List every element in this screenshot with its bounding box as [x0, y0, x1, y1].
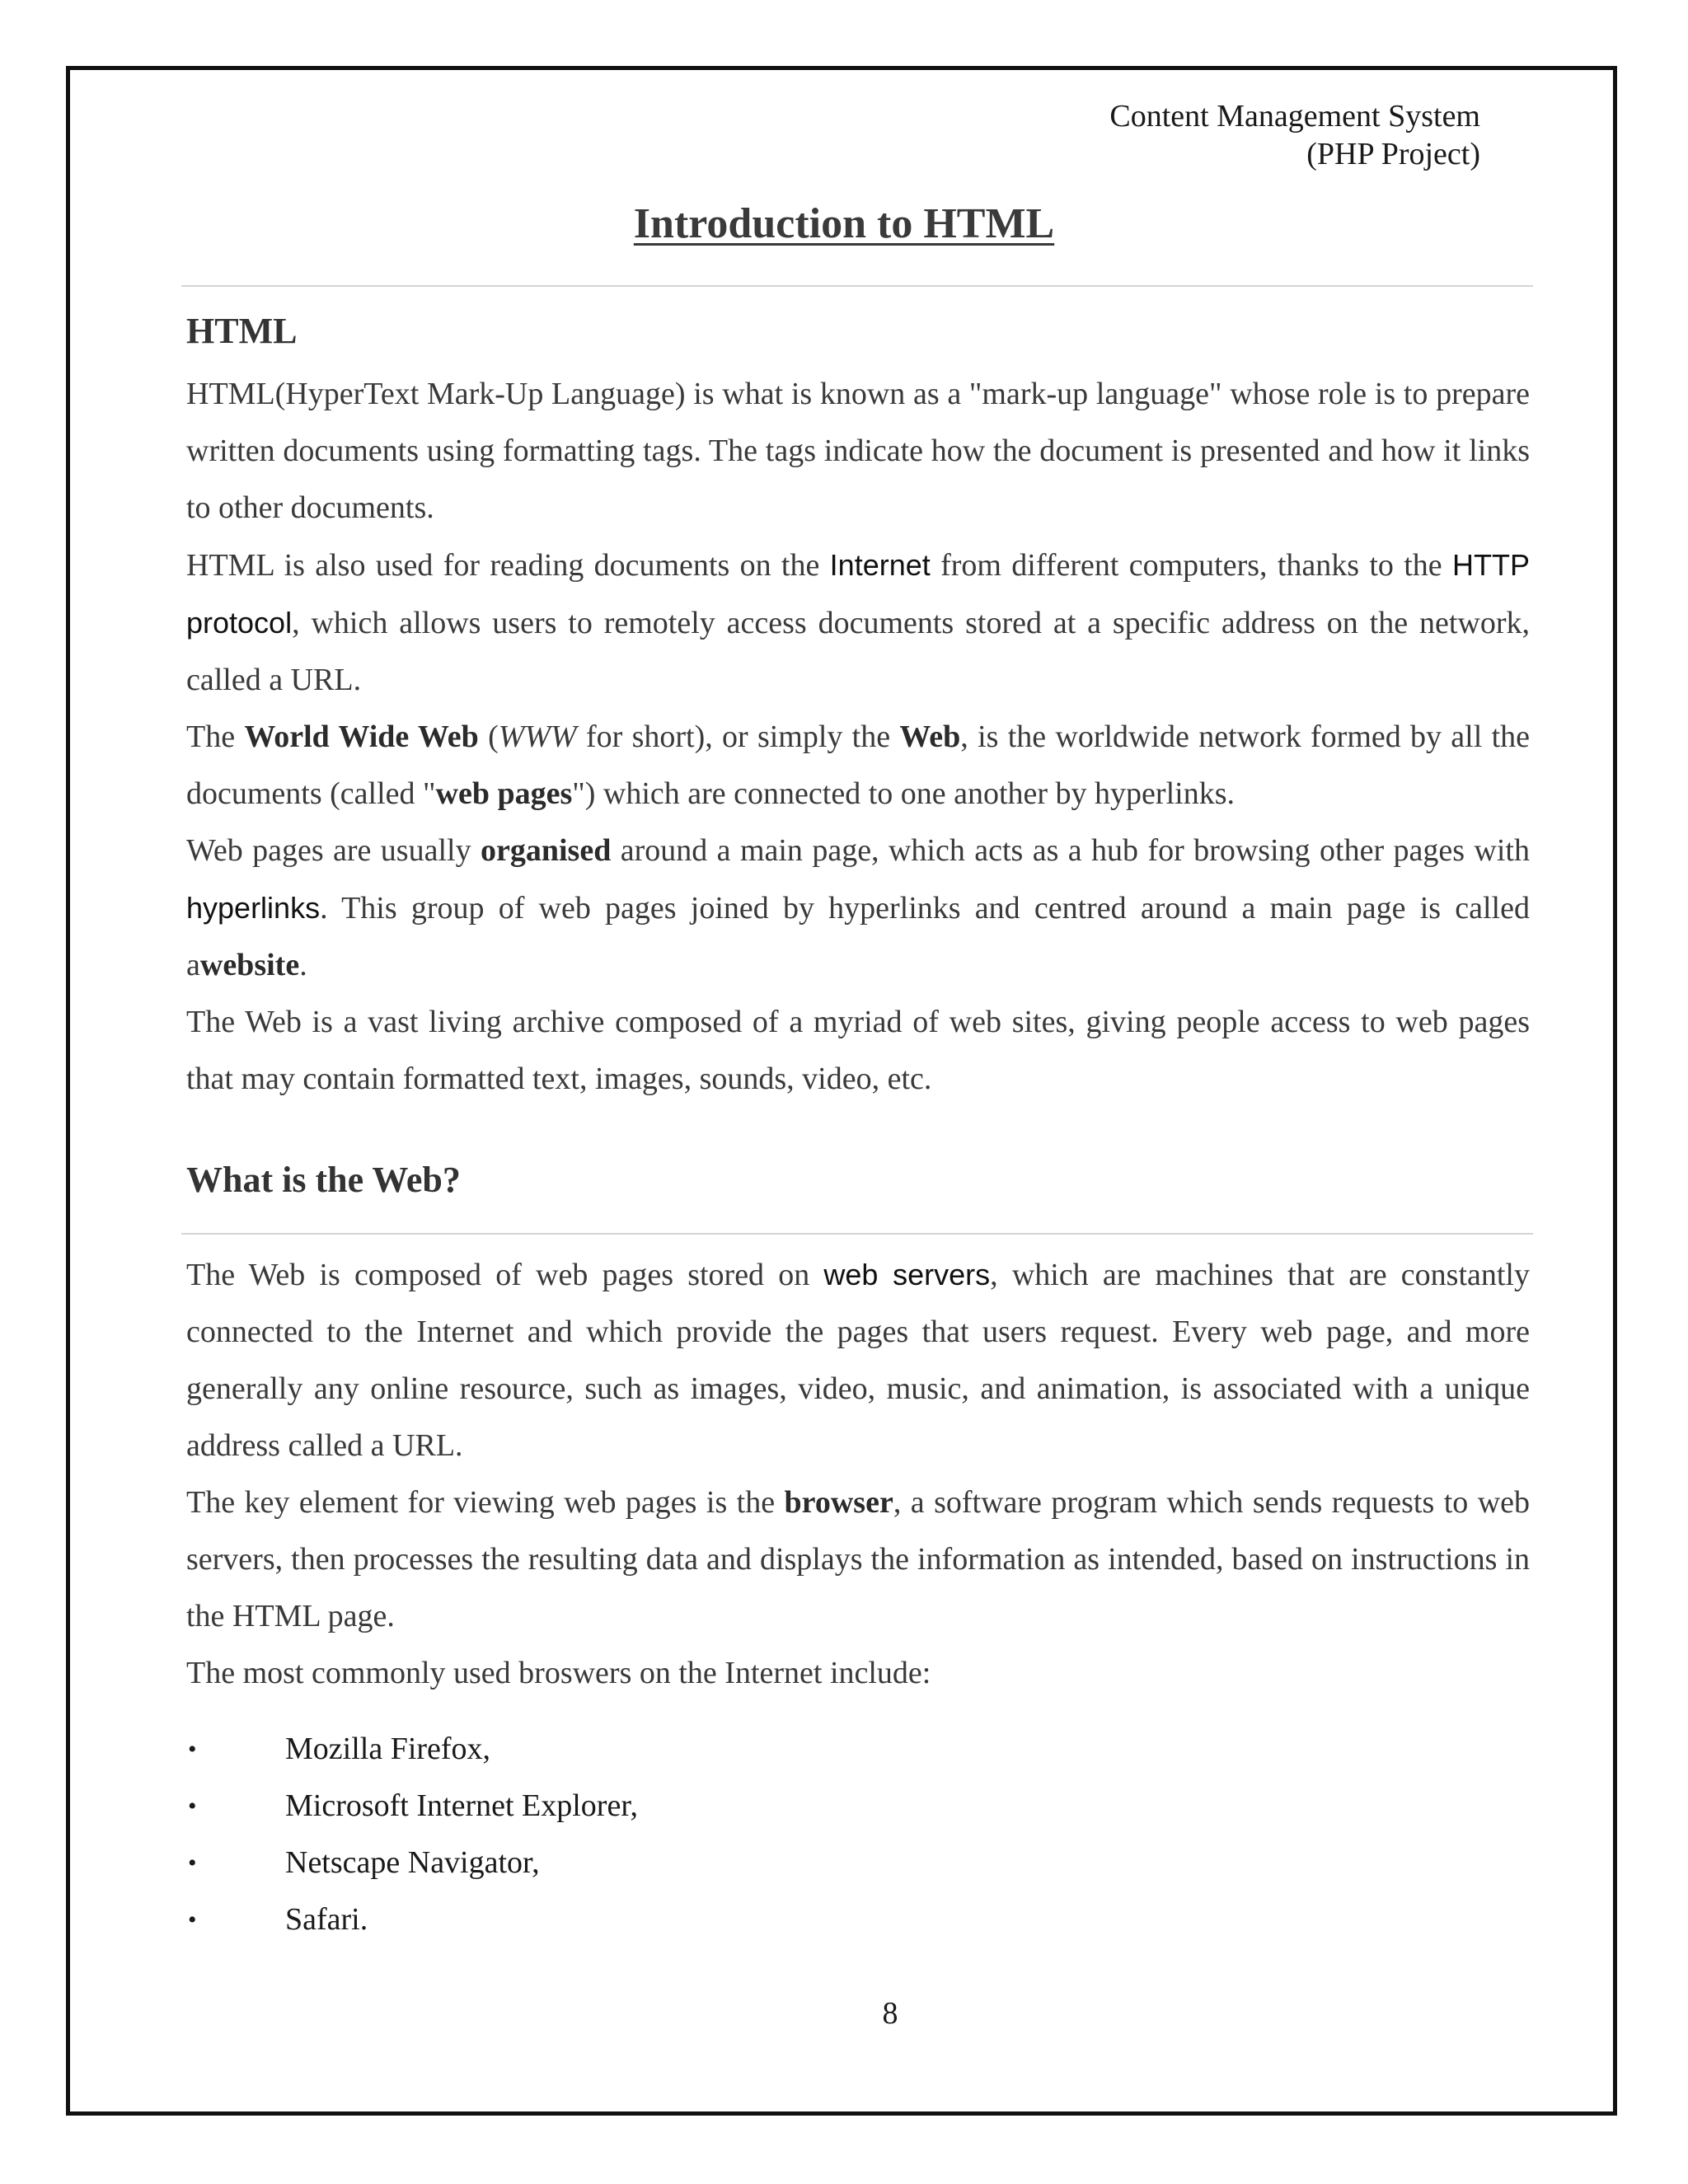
section-heading-html: HTML: [186, 311, 298, 351]
bold-term: World Wide Web: [244, 719, 479, 754]
paragraph: HTML(HyperText Mark-Up Language) is what is known as a "mark-up language" whose role is to prepare written documents using formatting tags. The tags indicate how the document is presented and how it links to other documents.: [186, 377, 1530, 525]
bold-term: browser: [784, 1485, 893, 1520]
list-item: • Microsoft Internet Explorer,: [186, 1778, 928, 1835]
bullet-icon: •: [188, 1793, 197, 1820]
bold-term: Web: [899, 719, 961, 754]
page-number: 8: [882, 1996, 898, 2031]
bold-term: organised: [480, 833, 612, 868]
paragraph: The most commonly used broswers on the Internet include:: [186, 1656, 931, 1690]
header-line-1: Content Management System: [1109, 99, 1480, 134]
divider: [181, 1233, 1533, 1235]
browser-list: [186, 1721, 928, 1948]
list-item: • Mozilla Firefox,: [186, 1721, 928, 1778]
bold-term: web pages: [435, 776, 573, 811]
italic-term: WWW: [498, 719, 577, 754]
running-header: [1109, 97, 1480, 173]
section-web-body: [186, 1246, 1530, 1702]
section-html-body: [186, 366, 1530, 1108]
list-item: • Netscape Navigator,: [186, 1835, 928, 1891]
http-protocol-term: HTTP protocol: [186, 548, 1530, 640]
bullet-icon: •: [188, 1849, 197, 1877]
web-servers-term: web servers: [823, 1258, 991, 1291]
list-item: • Safari.: [186, 1891, 928, 1948]
paragraph: The Web is composed of web pages stored on web servers, which are machines that are constantly connected to the Internet and which provide the pages that users request. Every web page, and more generally any online resource, such as images, video, music, and animation, is associated with a unique address called a URL.: [186, 1258, 1530, 1463]
divider: [181, 285, 1533, 287]
paragraph: The World Wide Web (WWW for short), or simply the Web, is the worldwide network formed by all the documents (called "web pages") which are connected to one another by hyperlinks.: [186, 719, 1530, 811]
header-line-2: (PHP Project): [1306, 137, 1480, 171]
paragraph: The key element for viewing web pages is the browser, a software program which sends requests to web servers, then processes the resulting data and displays the information as intended, based on instructions in the HTML page.: [186, 1485, 1531, 1633]
bullet-icon: •: [188, 1906, 197, 1933]
bullet-icon: •: [188, 1736, 197, 1763]
bold-term: website: [199, 948, 300, 982]
paragraph: Web pages are usually organised around a main page, which acts as a hub for browsing other pages with hyperlinks. This group of web pages joined by hyperlinks and centred around a main page is called awebsite.: [186, 833, 1530, 982]
section-heading-what-is-web: What is the Web?: [186, 1160, 461, 1200]
hyperlinks-term: hyperlinks: [186, 891, 321, 925]
internet-term: Internet: [829, 548, 931, 582]
page-title: Introduction to HTML: [633, 200, 1055, 247]
paragraph: HTML is also used for reading documents on the Internet from different computers, thanks to the HTTP protocol, which allows users to remotely access documents stored at a specific address on the network, called a URL.: [186, 548, 1530, 697]
paragraph: The Web is a vast living archive composed of a myriad of web sites, giving people access to web pages that may contain formatted text, images, sounds, video, etc.: [186, 1005, 1530, 1096]
